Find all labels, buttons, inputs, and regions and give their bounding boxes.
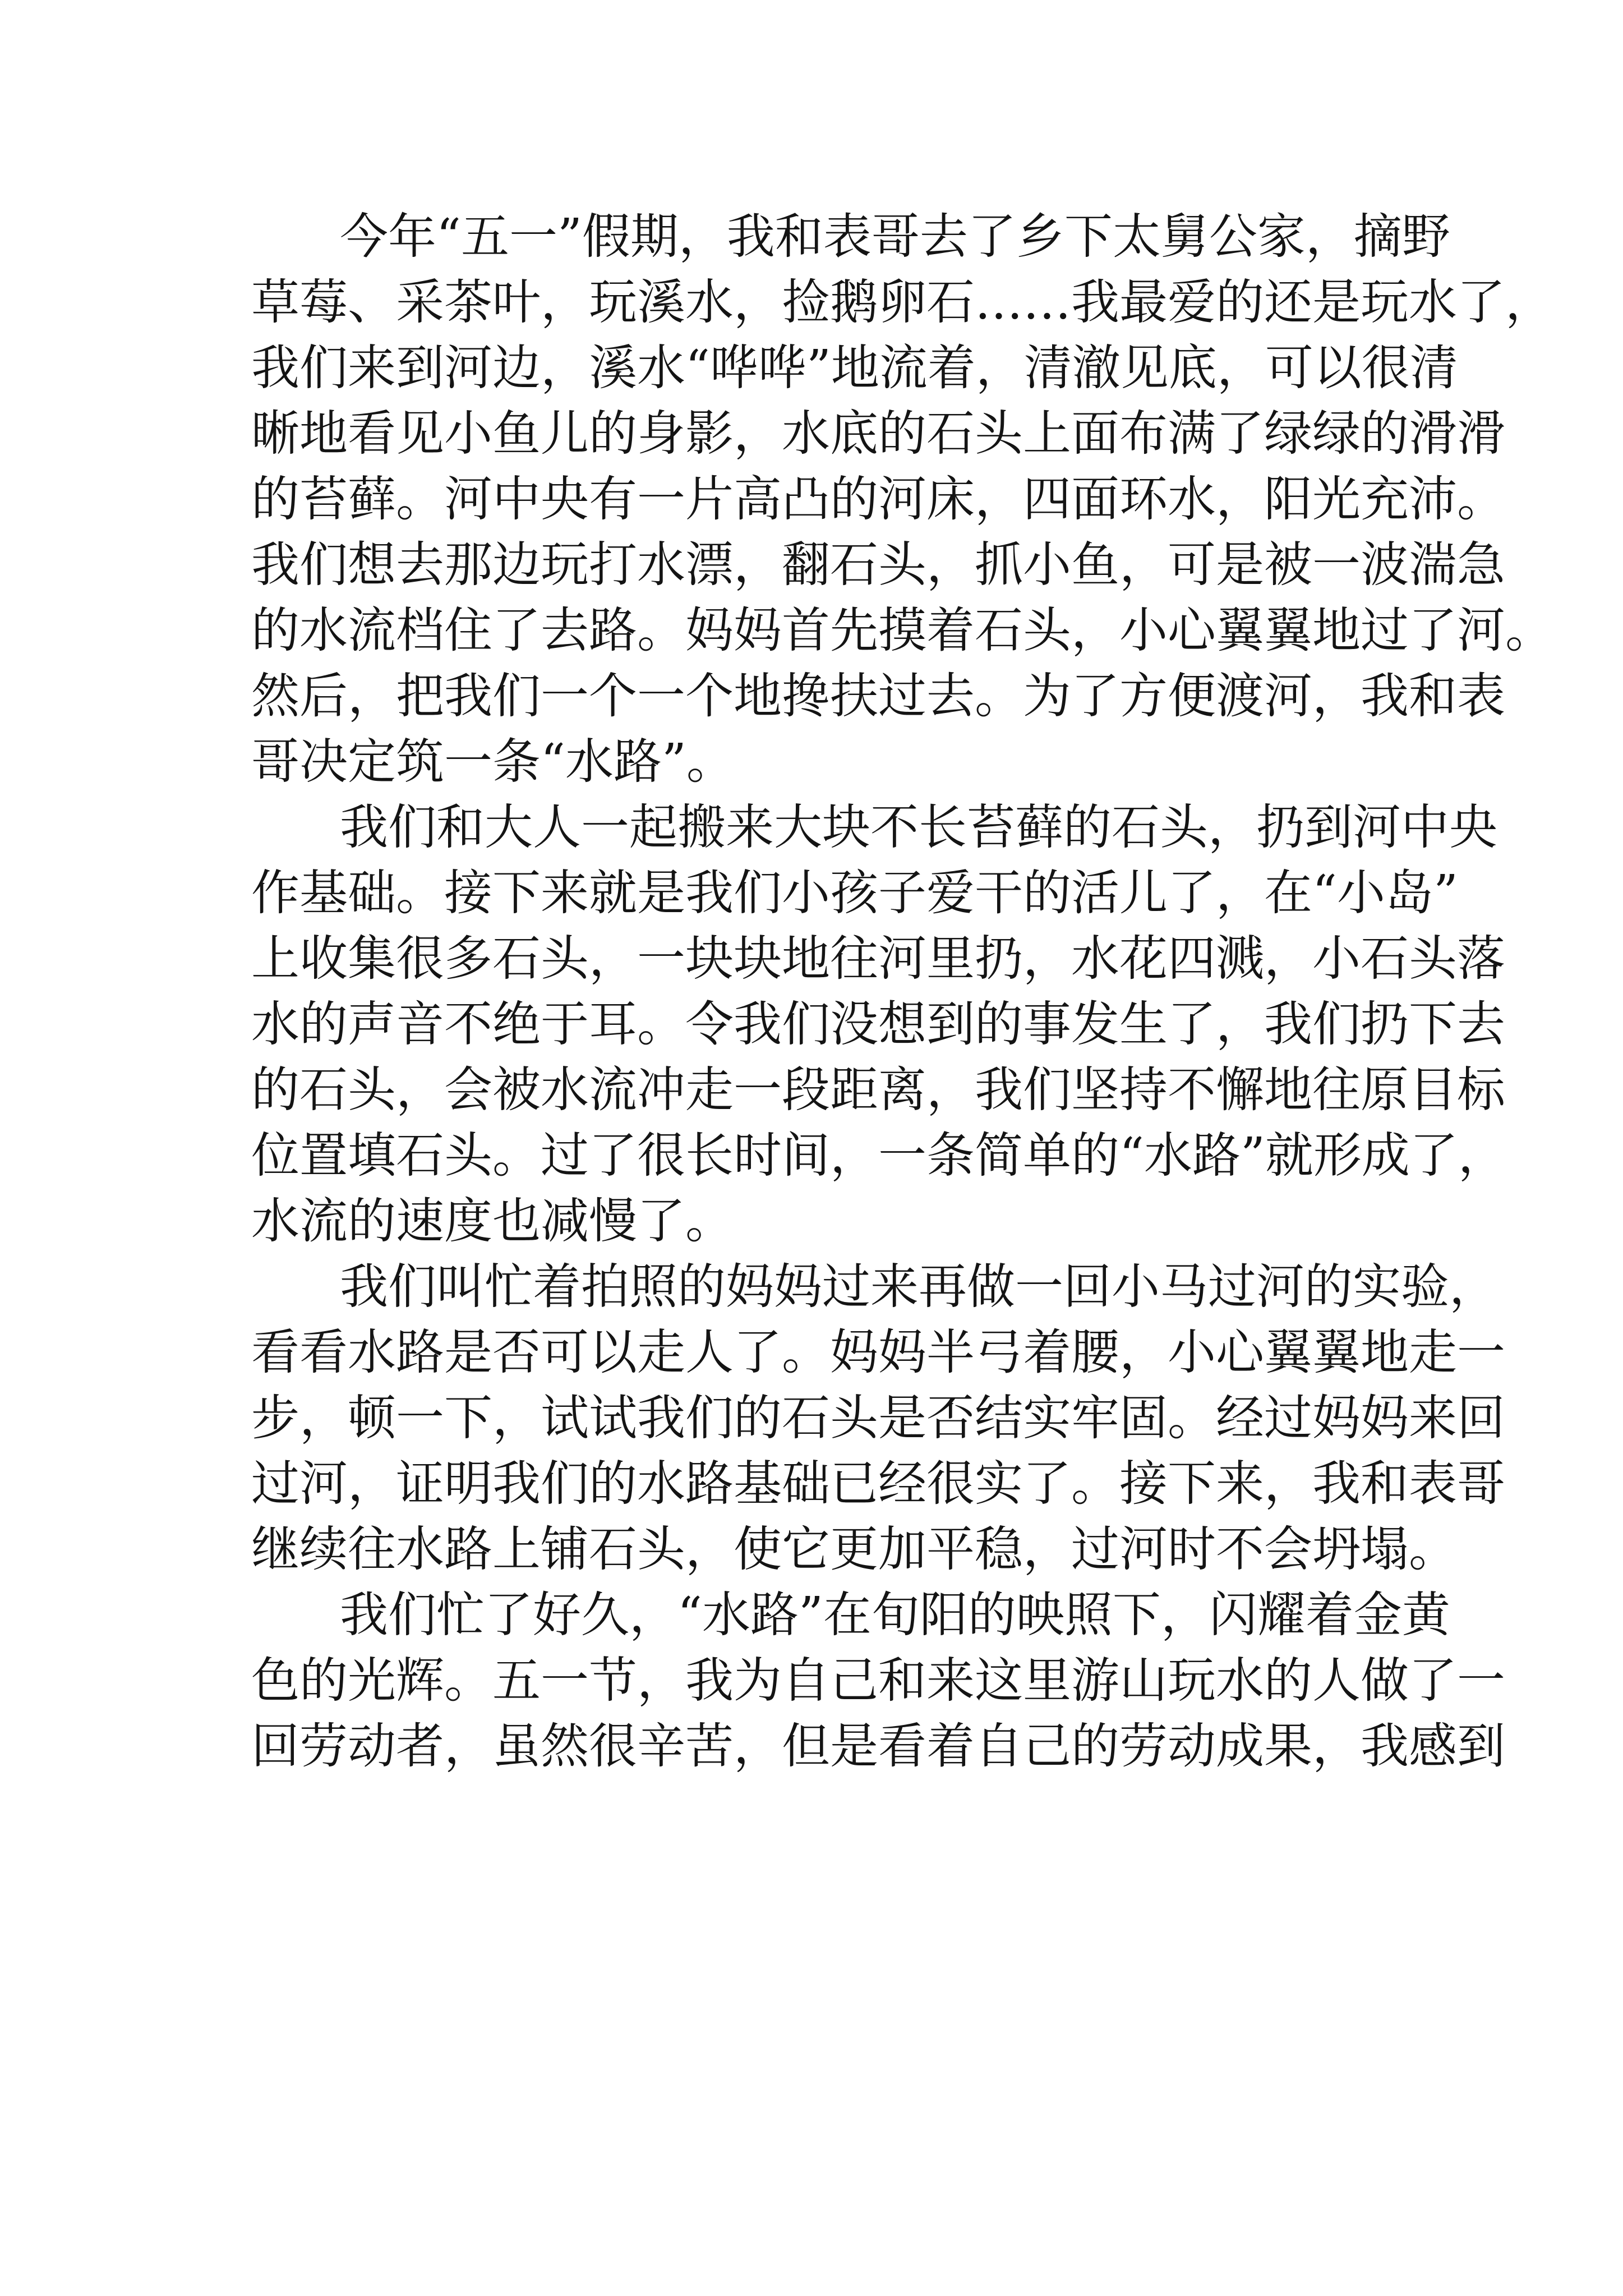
paragraph-1 (251, 204, 1553, 795)
text-line: 过河，证明我们的水路基础已经很实了。接下来，我和表哥 (251, 1456, 1505, 1512)
text-line: 步，顿一下，试试我们的石头是否结实牢固。经过妈妈来回 (251, 1390, 1505, 1446)
text-line: 看看水路是否可以走人了。妈妈半弓着腰，小心翼翼地走一 (251, 1324, 1505, 1381)
text-line: 位置填石头。过了很长时间，一条简单的“水路”就形成了， (251, 1128, 1506, 1184)
text-line: 哥决定筑一条“水路”。 (251, 734, 735, 790)
paragraph-3 (251, 1254, 1505, 1582)
text-line: 我们叫忙着拍照的妈妈过来再做一回小马过河的实验， (340, 1259, 1497, 1315)
text-line: 继续往水路上铺石头，使它更加平稳，过河时不会坍塌。 (251, 1521, 1457, 1577)
text-line: 上收集很多石头，一块块地往河里扔，水花四溅，小石头落 (251, 931, 1505, 987)
paragraph-2 (251, 795, 1506, 1254)
paragraph-4 (251, 1582, 1505, 1779)
text-line: 作基础。接下来就是我们小孩子爱干的活儿了，在“小岛” (251, 865, 1458, 921)
text-line: 我们来到河边，溪水“哗哗”地流着，清澈见底，可以很清 (251, 340, 1458, 396)
text-line: 水的声音不绝于耳。令我们没想到的事发生了，我们扔下去 (251, 996, 1505, 1052)
text-line: 的水流档住了去路。妈妈首先摸着石头，小心翼翼地过了河。 (251, 602, 1553, 659)
text-line: 今年“五一”假期，我和表哥去了乡下太舅公家，摘野 (340, 209, 1450, 265)
text-line: 草莓、采茶叶，玩溪水，捡鹅卵石……我最爱的还是玩水了， (251, 274, 1553, 330)
text-line: 晰地看见小鱼儿的身影，水底的石头上面布满了绿绿的滑滑 (251, 406, 1505, 462)
text-line: 的苔藓。河中央有一片高凸的河床，四面环水，阳光充沛。 (251, 471, 1505, 527)
text-line: 色的光辉。五一节，我为自己和来这里游山玩水的人做了一 (251, 1653, 1505, 1709)
text-line: 回劳动者，虽然很辛苦，但是看着自己的劳动成果，我感到 (251, 1718, 1505, 1774)
text-line: 我们想去那边玩打水漂，翻石头，抓小鱼，可是被一波湍急 (251, 537, 1505, 593)
essay-body (251, 204, 1553, 1779)
text-line: 的石头，会被水流冲走一段距离，我们坚持不懈地往原目标 (251, 1062, 1505, 1118)
text-line: 我们忙了好久，“水路”在旬阳的映照下，闪耀着金黄 (340, 1587, 1450, 1643)
text-line: 水流的速度也减慢了。 (251, 1193, 734, 1249)
text-line: 我们和大人一起搬来大块不长苔藓的石头，扔到河中央 (340, 799, 1497, 855)
text-line: 然后，把我们一个一个地搀扶过去。为了方便渡河，我和表 (251, 668, 1505, 724)
